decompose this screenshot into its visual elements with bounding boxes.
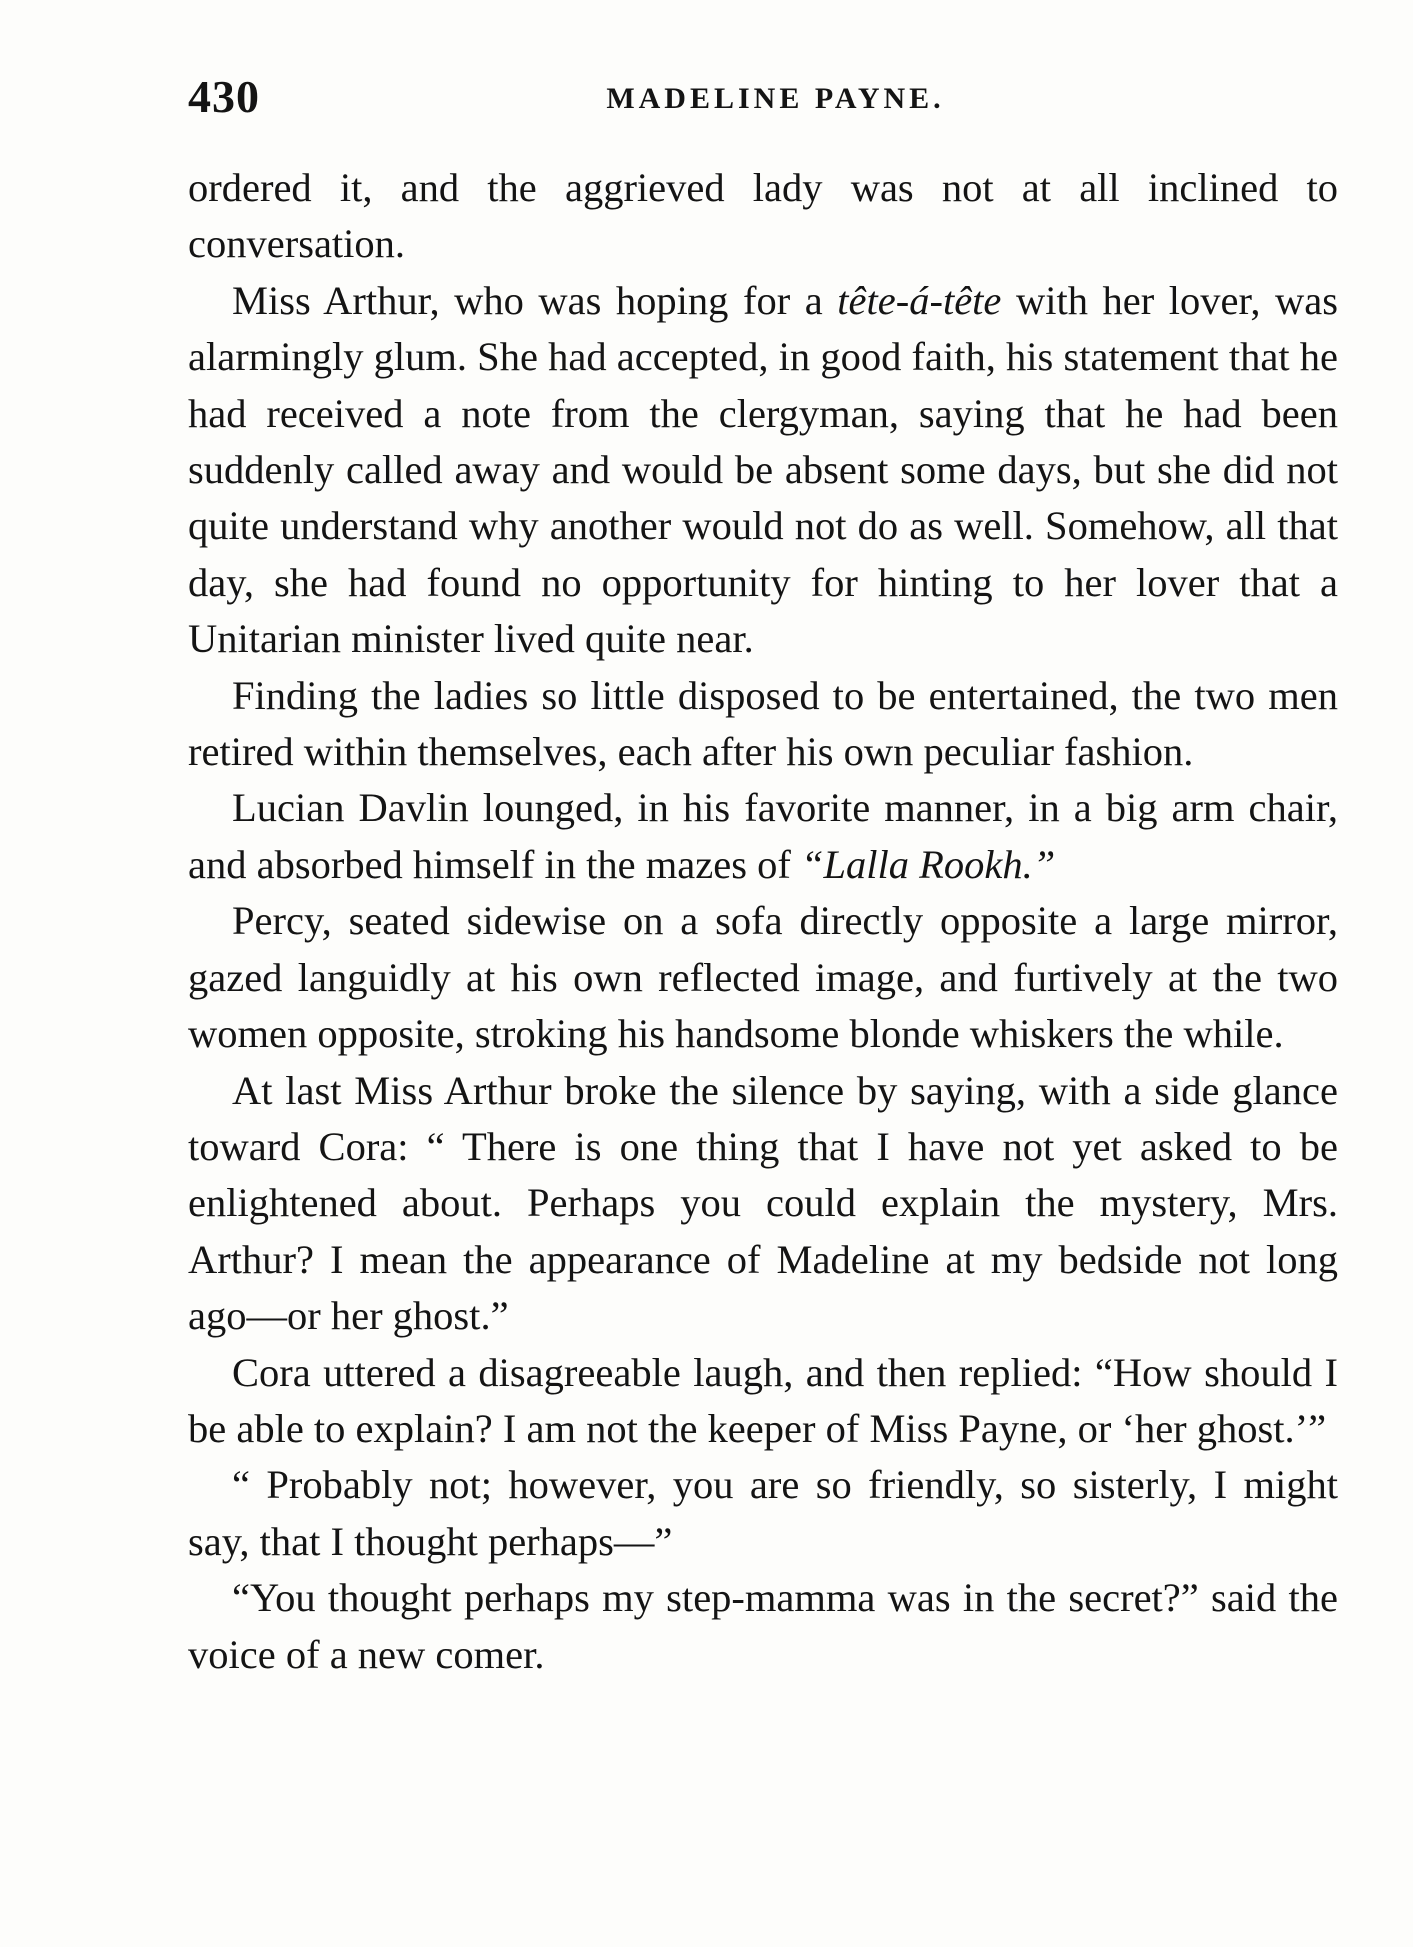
paragraph-4 (188, 780, 1338, 893)
text-segment: At last Miss Arthur broke the silence by saying, with a side glance toward Cora: “ There is one thing that I have not yet asked to be enlightened about. Perhaps you could explain the mystery, Mrs. Arthur? I mean the appearance of Madeline at my bedside not long ago—or her ghost.” (188, 1067, 1338, 1339)
paragraph-5 (188, 893, 1338, 1062)
page-header (188, 70, 1323, 130)
text-segment: ordered it, and the aggrieved lady was not at all inclined to conversation. (188, 165, 1338, 267)
text-segment: Lucian Davlin lounged, in his favorite manner, in a big arm chair, and absorbed himself in the mazes of (188, 785, 1338, 887)
text-segment: Cora uttered a disagreeable laugh, and then replied: “How should I be able to explain? I am not the keeper of Miss Payne, or ‘her ghost.’” (188, 1349, 1338, 1451)
paragraph-9 (188, 1570, 1338, 1683)
paragraph-3 (188, 668, 1338, 781)
page-number: 430 (188, 71, 260, 122)
paragraph-7 (188, 1345, 1338, 1458)
text-segment: with her lover, was alarmingly glum. She had accepted, in good faith, his statement that he had received a note from the clergyman, saying that he had been suddenly called away and would be absent some days, but she did not quite understand why another would not do as well. Somehow, all that day, she had found no opportunity for hinting to her lover that a Unitarian minister lived quite near. (188, 277, 1338, 662)
italic-text: tête-á-tête (837, 277, 1002, 323)
paragraph-8 (188, 1457, 1338, 1570)
text-segment: Finding the ladies so little disposed to be entertained, the two men retired within themselves, each after his own peculiar fashion. (188, 672, 1338, 775)
paragraph-1 (188, 160, 1338, 273)
paragraph-6 (188, 1063, 1338, 1345)
text-segment: Percy, seated sidewise on a sofa directly opposite a large mirror, gazed languidly at his own reflected image, and furtively at the two women opposite, stroking his handsome blonde whiskers the while. (188, 898, 1338, 1057)
running-head: MADELINE PAYNE. (606, 82, 945, 115)
text-segment: “ Probably not; however, you are so friendly, so sisterly, I might say, that I thought perhaps—” (188, 1462, 1338, 1564)
italic-text: “Lalla Rookh.” (800, 841, 1056, 887)
text-segment: “You thought perhaps my step-mamma was in the secret?” said the voice of a new comer. (188, 1575, 1338, 1677)
body-text (188, 160, 1338, 1683)
paragraph-2 (188, 273, 1338, 668)
text-segment: Miss Arthur, who was hoping for a (232, 277, 838, 323)
